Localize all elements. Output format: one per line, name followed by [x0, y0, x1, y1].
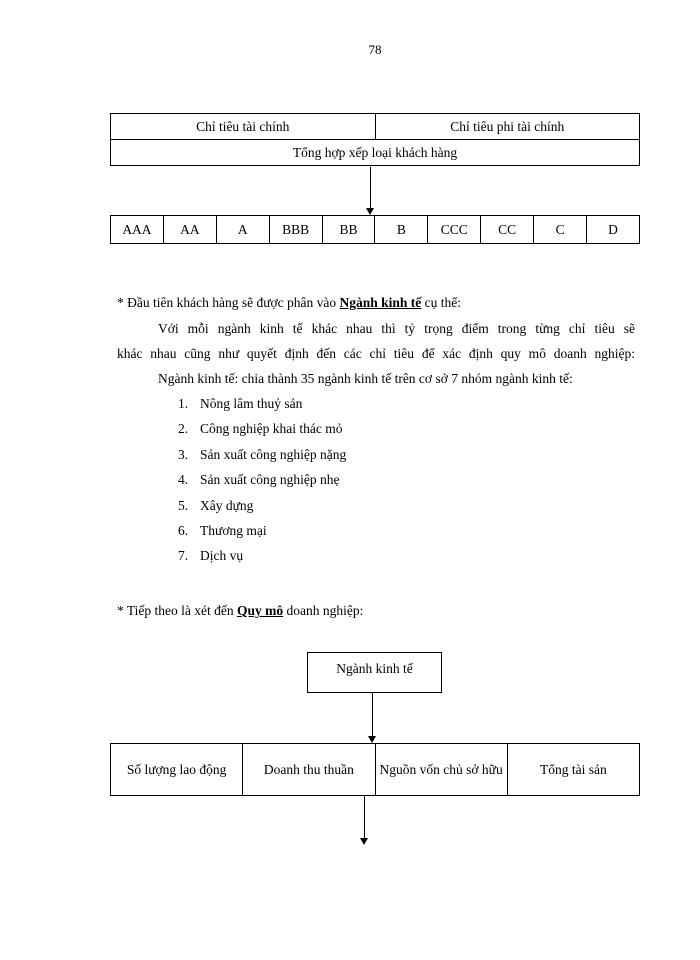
- list-item: 7. Dịch vụ: [178, 548, 244, 564]
- rating-cell: BBB: [269, 216, 322, 244]
- list-item: 3. Sản xuất công nghiệp nặng: [178, 446, 347, 462]
- rating-cell: AA: [163, 216, 216, 244]
- scale-intro-line: [117, 601, 363, 621]
- list-item: 5. Xây dựng: [178, 497, 254, 513]
- scale-intro-prefix: * Tiếp theo là xét đến: [117, 603, 237, 618]
- company-scale-table: [110, 743, 640, 796]
- page-number: 78: [368, 42, 382, 57]
- customer-rating-summary-cell: Tổng hợp xếp loại khách hàng: [111, 140, 640, 166]
- industry-list: [178, 394, 346, 572]
- criteria-cell: Tổng tài sản: [507, 744, 639, 796]
- rating-cell: B: [375, 216, 428, 244]
- rating-cell: BB: [322, 216, 375, 244]
- arrow-down-icon: [368, 736, 376, 743]
- rating-cell: A: [216, 216, 269, 244]
- scale-term: Quy mô: [237, 603, 284, 618]
- list-item: 1. Nông lâm thuỷ sản: [178, 396, 303, 411]
- intro-prefix: * Đầu tiên khách hàng sẽ được phân vào: [117, 295, 340, 310]
- rating-cell: CCC: [428, 216, 481, 244]
- connector-line: [364, 796, 365, 839]
- intro-line: [117, 293, 461, 313]
- rating-cell: C: [534, 216, 587, 244]
- criteria-header-table: [110, 113, 640, 166]
- non-financial-criteria-cell: Chỉ tiêu phi tài chính: [375, 114, 640, 140]
- paragraph-line-2: khác nhau cũng như quyết định đến các chỉ tiêu để xác định quy mô doanh nghiệp:: [117, 346, 635, 361]
- industry-box: Ngành kinh tế: [307, 652, 442, 693]
- list-item: 4. Sản xuất công nghiệp nhẹ: [178, 472, 340, 488]
- list-item: 6. Thương mại: [178, 522, 267, 538]
- list-item: 2. Công nghiệp khai thác mỏ: [178, 421, 343, 437]
- criteria-cell: Nguồn vốn chủ sở hữu: [375, 744, 507, 796]
- rating-cell: CC: [481, 216, 534, 244]
- connector-line: [372, 692, 373, 737]
- paragraph-line-1: Với mỗi ngành kinh tế khác nhau thì tỷ trọng điểm trong từng chỉ tiêu sẽ: [158, 321, 635, 336]
- rating-cell: D: [587, 216, 640, 244]
- connector-line: [370, 167, 371, 209]
- arrow-down-icon: [360, 838, 368, 845]
- industry-term: Ngành kinh tế: [339, 295, 422, 310]
- criteria-cell: Số lượng lao động: [111, 744, 243, 796]
- paragraph-line-3: Ngành kinh tế: chia thành 35 ngành kinh tế trên cơ sở 7 nhóm ngành kinh tế:: [158, 371, 573, 386]
- rating-cell: AAA: [111, 216, 164, 244]
- rating-scale-table: [110, 215, 640, 244]
- arrow-down-icon: [366, 208, 374, 215]
- intro-suffix: cụ thể:: [421, 295, 462, 310]
- scale-intro-suffix: doanh nghiệp:: [283, 603, 364, 618]
- financial-criteria-cell: Chỉ tiêu tài chính: [111, 114, 376, 140]
- criteria-cell: Doanh thu thuần: [243, 744, 375, 796]
